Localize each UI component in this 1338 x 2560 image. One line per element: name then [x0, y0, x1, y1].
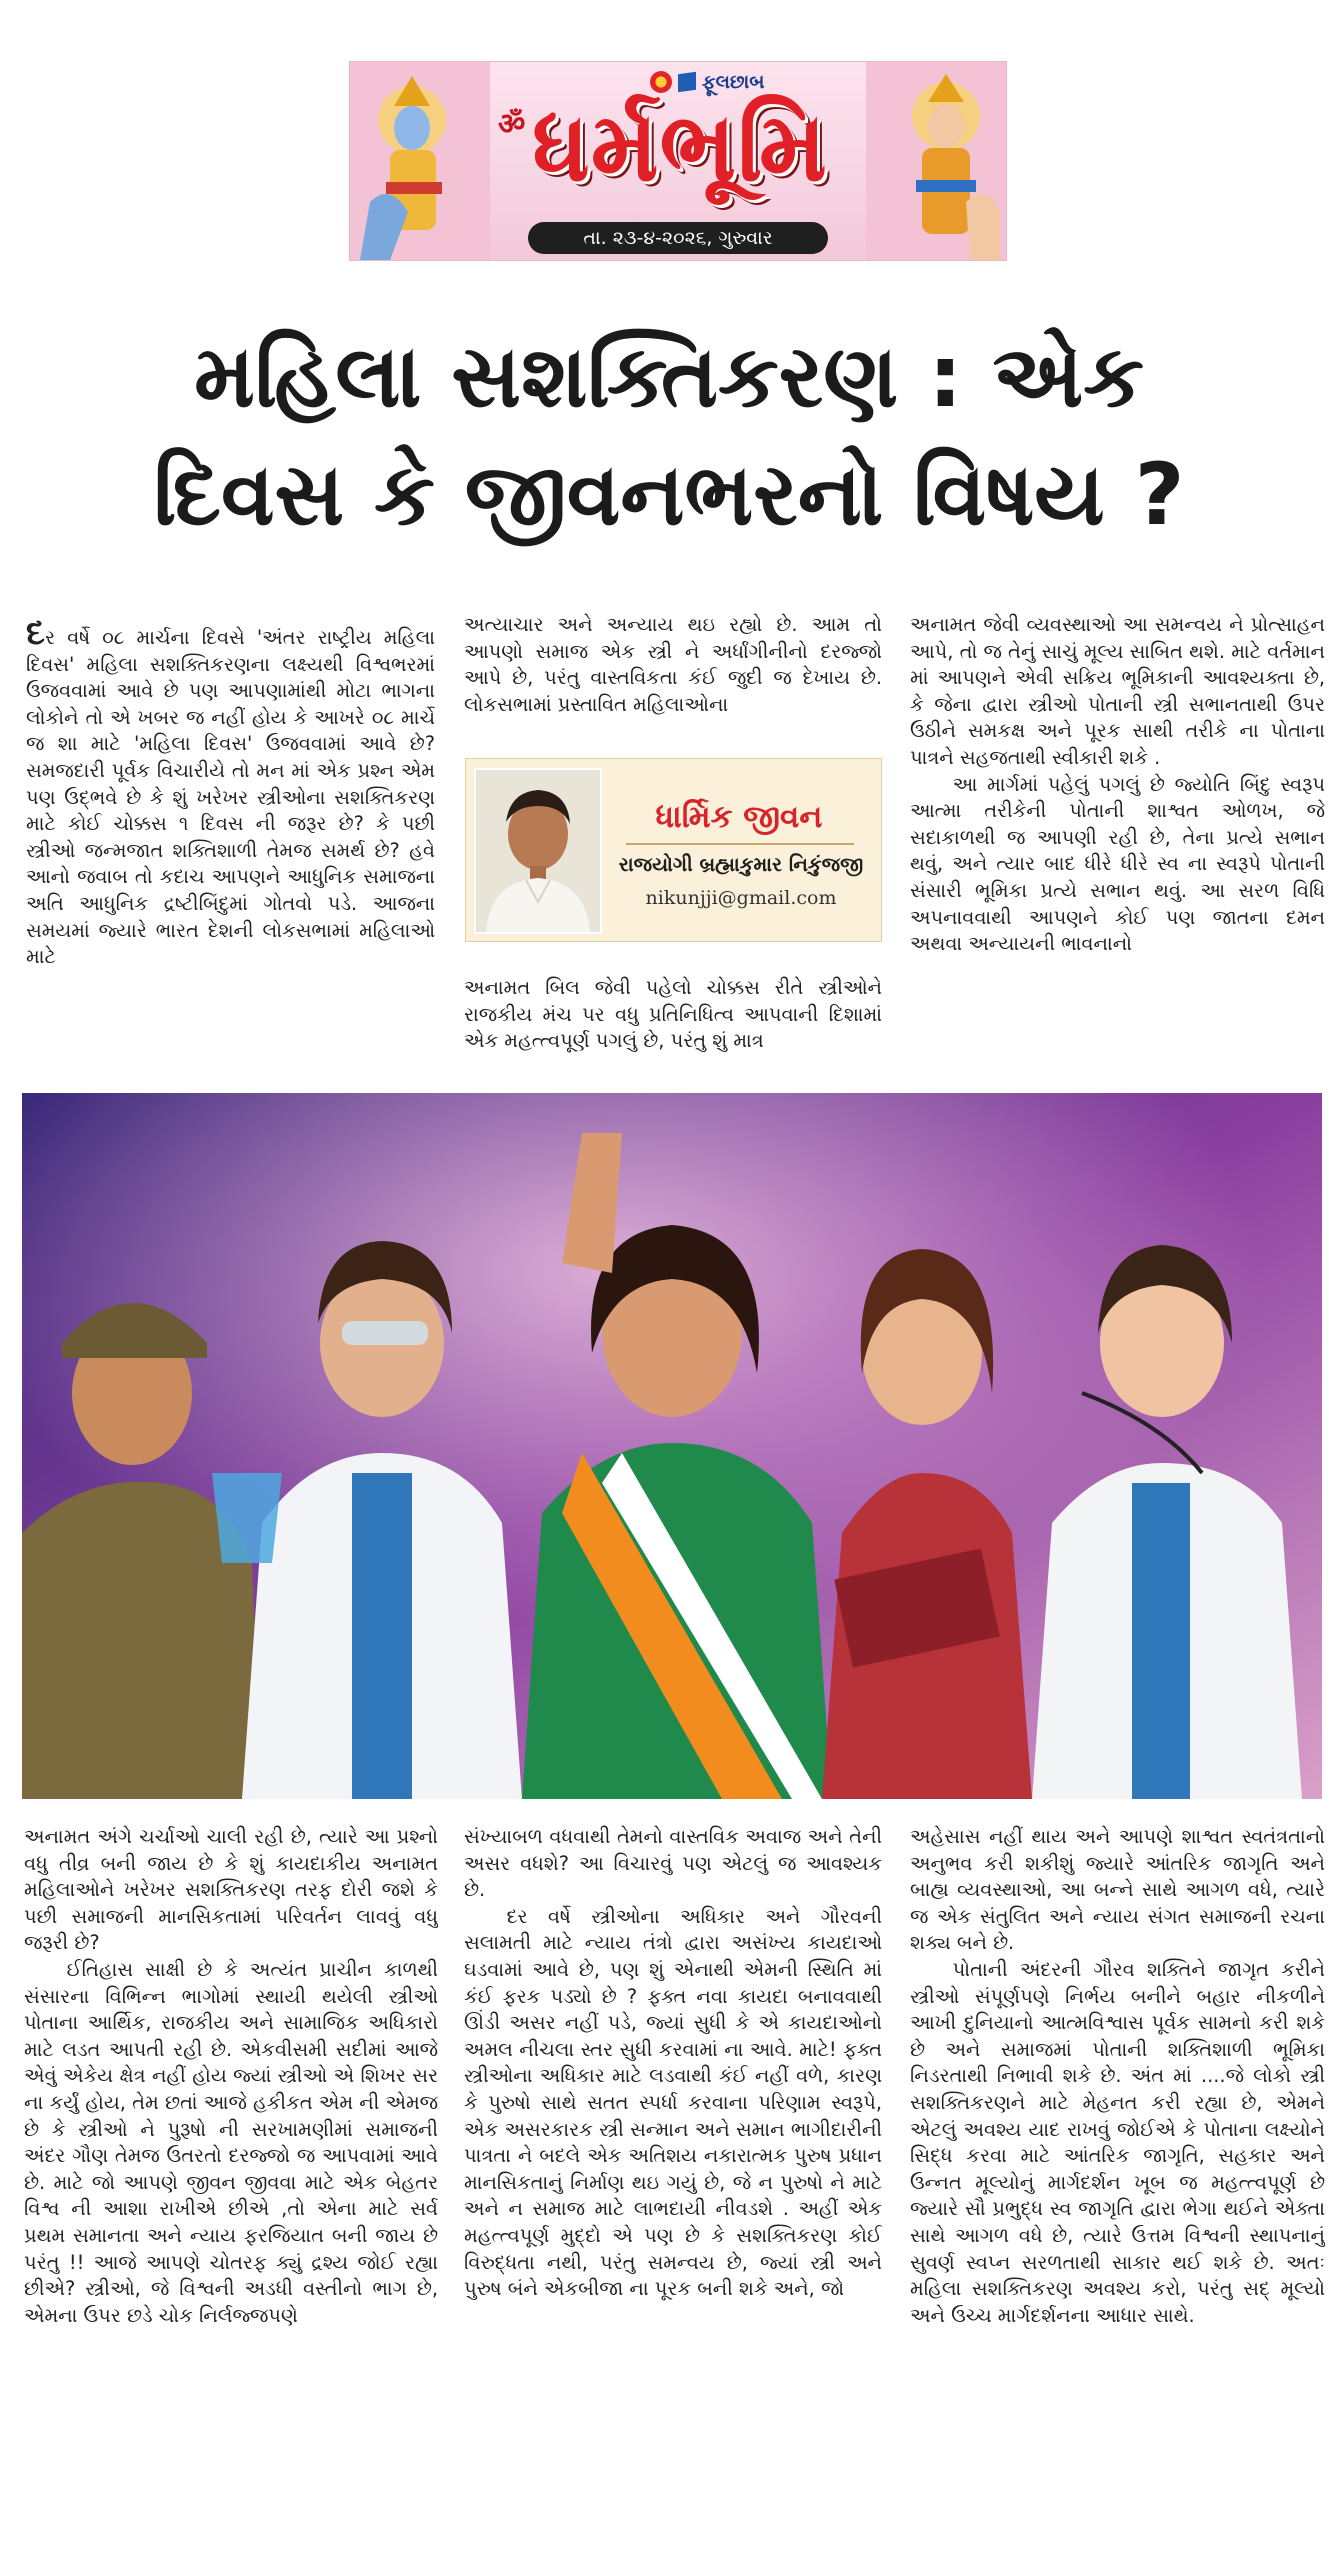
issue-date: તા. ૨૩-૪-૨૦૨૬, ગુરુવાર — [528, 222, 828, 254]
women-professionals-illustration-icon — [22, 1093, 1322, 1799]
article-headline — [24, 318, 1314, 554]
paragraph: અહેસાસ નહીં થાય અને આપણે શાશ્વત સ્વતંત્રતાનો અનુભવ કરી શકીશું જ્યારે આંતરિક જાગૃતિ અને બાહ્ય વ્યવસ્થાઓ, આ બન્ને સાથે આગળ વધે, ત્યારે જ એક સંતુલિત અને ન્યાય સંગત સમાજની રચના શક્ય બને છે. — [910, 1825, 1325, 1955]
article-column-top-2 — [464, 612, 882, 744]
paragraph: આ માર્ગમાં પહેલું પગલું છે જ્યોતિ બિંદુ સ્વરૂપ આત્મા તરીકેની પોતાની શાશ્વત ઓળખ, જે સદાકાળથી જ આપણી રહી છે, તેના પ્રત્યે સભાન થવું, અને ત્યાર બાદ ધીરે ધીરે સ્વ ના સ્વરૂપે પોતાની સંસારી ભૂમિકા પ્રત્યે સભાન થવું. આ સરળ વિધિ અપનાવવાથી આપણને કોઈ પણ જાતના દમન અથવા અન્યાયની ભાવનાનો — [910, 772, 1325, 956]
article-column-bottom-2 — [464, 1824, 882, 2514]
paragraph: અનામત બિલ જેવી પહેલો ચોક્કસ રીતે સ્ત્રીઓને રાજકીય મંચ પર વધુ પ્રતિનિધિત્વ આપવાની દિશામાં એક મહત્ત્વપૂર્ણ પગલું છે, પરંતુ શું માત્ર — [464, 976, 882, 1053]
masthead-title: ધર્મભૂમિ — [532, 91, 828, 203]
column-title: ધાર્મિક જીવન — [655, 799, 823, 835]
article-column-bottom-1 — [24, 1824, 438, 2514]
drop-cap: દ — [26, 620, 46, 653]
article-column-top-1 — [26, 620, 435, 1070]
article-column-top-3 — [910, 612, 1325, 1070]
paragraph: અનામત અંગે ચર્ચાઓ ચાલી રહી છે, ત્યારે આ પ્રશ્નો વધુ તીવ્ર બની જાય છે કે શું કાયદાકીય અનામત મહિલાઓને ખરેખર સશક્તિકરણ તરફ દોરી જશે કે પછી સમાજની માનસિકતામાં પરિવર્તન લાવવું વધુ જરૂરી છે? — [24, 1825, 438, 1955]
article-column-bottom-3 — [910, 1824, 1325, 2514]
author-email[interactable]: nikunjji@gmail.com — [645, 887, 837, 909]
masthead — [350, 62, 1006, 260]
publisher-name: ફૂલછાબ — [702, 71, 765, 93]
article-column-top-2-continued — [464, 975, 882, 1070]
author-byline-box — [465, 758, 882, 942]
divider — [626, 843, 854, 845]
om-symbol-icon: ॐ — [498, 107, 526, 142]
paragraph: અનામત જેવી વ્યવસ્થાઓ આ સમન્વય ને પ્રોત્સાહન આપે, તો જ તેનું સાચું મૂલ્ય સાબિત થશે. માટે વર્તમાન માં આપણને એવી સક્રિય ભૂમિકાની આવશ્યક્તા છે, કે જેના દ્વારા સ્ત્રીઓ પોતાની સ્ત્રી સભાનતાથી ઉપર ઉઠીને સમકક્ષ અને પૂરક સાથી તરીકે ના પોતાના પાત્રને સહજતાથી સ્વીકારી શકે . — [910, 613, 1325, 769]
paragraph: ઈતિહાસ સાક્ષી છે કે અત્યંત પ્રાચીન કાળથી સંસારના વિભિન્ન ભાગોમાં સ્થાયી થયેલી સ્ત્રીઓ પોતાના આર્થિક, રાજકીય અને સામાજિક અધિકારો માટે લડત આપતી રહી છે. એકવીસમી સદીમાં આજે એવું એકેય ક્ષેત્ર નહીં હોય જ્યાં સ્ત્રીઓ એ શિખર સર ના કર્યું હોય, તેમ છતાં આજે હકીકત એમ ની એમજ છે કે સ્ત્રીઓ ને પુરૂષો ની સરખામણીમાં સમાજની અંદર ગૌણ તેમજ ઉતરતો દરજ્જો જ આપવામાં આવે છે. માટે જો આપણે જીવન જીવવા માટે એક બેહતર વિશ્વ ની આશા રાખીએ છીએ ,તો એના માટે સર્વ પ્રથમ સમાનતા અને ન્યાય ફરજિયાત બની જાય છે પરંતુ !! આજે આપણે ચોતરફ ક્યું દ્રશ્ય જોઈ રહ્યા છીએ? સ્ત્રીઓ, જે વિશ્વની અડધી વસ્તીનો ભાગ છે, એમના ઉપર છડે ચોક નિર્લજ્જપણે — [24, 1957, 438, 2327]
paragraph: અત્યાચાર અને અન્યાય થઇ રહ્યો છે. આમ તો આપણો સમાજ એક સ્ત્રી ને અર્ધાંગીનીનો દરજ્જો આપે છે, પરંતુ વાસ્તવિકતા કંઈ જુદી જ દેખાય છે. લોકસભામાં પ્રસ્તાવિત મહિલાઓના — [464, 613, 882, 716]
author-photo-icon — [474, 768, 602, 934]
deity-figure-left-icon — [350, 62, 490, 260]
headline-line-2: દિવસ કે જીવનભરનો વિષય ? — [153, 445, 1185, 545]
paragraph: દર વર્ષે સ્ત્રીઓના અધિકાર અને ગૌરવની સલામતી માટે ન્યાય તંત્રો દ્વારા અસંખ્ય કાયદાઓ ઘડવામાં આવે છે, પણ શું એનાથી એમની સ્થિતિ માં કંઈ ફરક પડ્યો છે ? ફક્ત નવા કાયદા બનાવવાથી ઊંડી અસર નહીં પડે, જ્યાં સુધી કે એ કાયદાઓનો અમલ નીચલા સ્તર સુધી કરવામાં ના આવે. માટે! ફક્ત સ્ત્રીઓના અધિકાર માટે લડવાથી કંઈ નહીં વળે, કારણ કે પુરુષો સાથે સતત સ્પર્ધા કરવાના પરિણામ સ્વરૂપે, એક અસરકારક સ્ત્રી સન્માન અને સમાન ભાગીદારીની પાત્રતા ને બદલે એક અતિશય નકારાત્મક પુરુષ પ્રધાન માનસિકતાનું નિર્માણ થઇ ગયું છે, જે ન પુરુષો ને માટે અને ન સમાજ માટે લાભદાયી નીવડશે . અહીં એક મહત્ત્વપૂર્ણ મુદ્દો એ પણ છે કે સશક્તિકરણ કોઈ વિરુદ્ધતા નથી, પરંતુ સમન્વય છે, જ્યાં સ્ત્રી અને પુરુષ બંને એકબીજા ના પૂરક બની શકે અને, જો — [464, 1904, 882, 2301]
headline-line-1: મહિલા સશક્તિકરણ : એક — [194, 327, 1144, 427]
paragraph: સંખ્યાબળ વધવાથી તેમનો વાસ્તવિક અવાજ અને તેની અસર વધશે? આ વિચારવું પણ એટલું જ આવશ્યક છે. — [464, 1825, 882, 1902]
author-name: રાજયોગી બ્રહ્માકુમાર નિકુંજજી — [618, 853, 864, 876]
paragraph: પોતાની અંદરની ગૌરવ શક્તિને જાગૃત કરીને સ્ત્રીઓ સંપૂર્ણપણે નિર્ભય બનીને બહાર નીકળીને આખી દુનિયાનો આત્મવિશ્વાસ પૂર્વક સામનો કરી શકે છે અને સમાજમાં પોતાની શક્તિશાળી ભૂમિકા નિડરતાથી નિભાવી શકે છે. અંત માં ....જે લોકો સ્ત્રી સશક્તિકરણને માટે મેહનત કરી રહ્યા છે, એમને એટલું અવશ્ય યાદ રાખવું જોઈએ કે પોતાના લક્ષ્યોને સિદ્ધ કરવા માટે આંતરિક જાગૃતિ, સહકાર અને ઉન્નત મૂલ્યોનું માર્ગદર્શન ખૂબ જ મહત્ત્વપૂર્ણ છે જ્યારે સૌ પ્રભુદ્ધ સ્વ જાગૃતિ દ્વારા ભેગા થઈને એક્તા સાથે આગળ વધે છે, ત્યારે ઉત્તમ વિશ્વની સ્થાપનાનું સુવર્ણ સ્વપ્ન સરળતાથી સાકાર થઈ શકે છે. અતઃ મહિલા સશક્તિકરણ અવશ્ય કરો, પરંતુ સદ્ મૂલ્યો અને ઉચ્ચ માર્ગદર્શનના આધાર સાથે. — [910, 1957, 1325, 2327]
paragraph: ર વર્ષે ૦૮ માર્ચના દિવસે 'અંતર રાષ્ટ્રીય મહિલા દિવસ' મહિલા સશક્તિકરણના લક્ષ્યથી વિશ્વભરમાં ઉજવવામાં આવે છે પણ આપણામાંથી મોટા ભાગના લોકોને તો એ ખબર જ નહીં હોય કે આખરે ૦૮ માર્ચે જ શા માટે 'મહિલા દિવસ' ઉજવવામાં આવે છે? સમજદારી પૂર્વક વિચારીયે તો મન માં એક પ્રશ્ન એમ પણ ઉદ્ભવે છે કે શું ખરેખર સ્ત્રીઓના સશક્તિકરણ માટે કોઈ ચોક્કસ ૧ દિવસ ની જરૂર છે? કે પછી સ્ત્રીઓ જન્મજાત શક્તિશાળી તેમજ સમર્થ છે? હવે આનો જવાબ તો કદાચ આપણને આધુનિક સમાજના અતિ આધુનિક દ્રષ્ટીબિંદુમાં ગોતવો પડે. આજના સમયમાં જ્યારે ભારત દેશની લોકસભામાં મહિલાઓ માટે — [26, 626, 435, 969]
